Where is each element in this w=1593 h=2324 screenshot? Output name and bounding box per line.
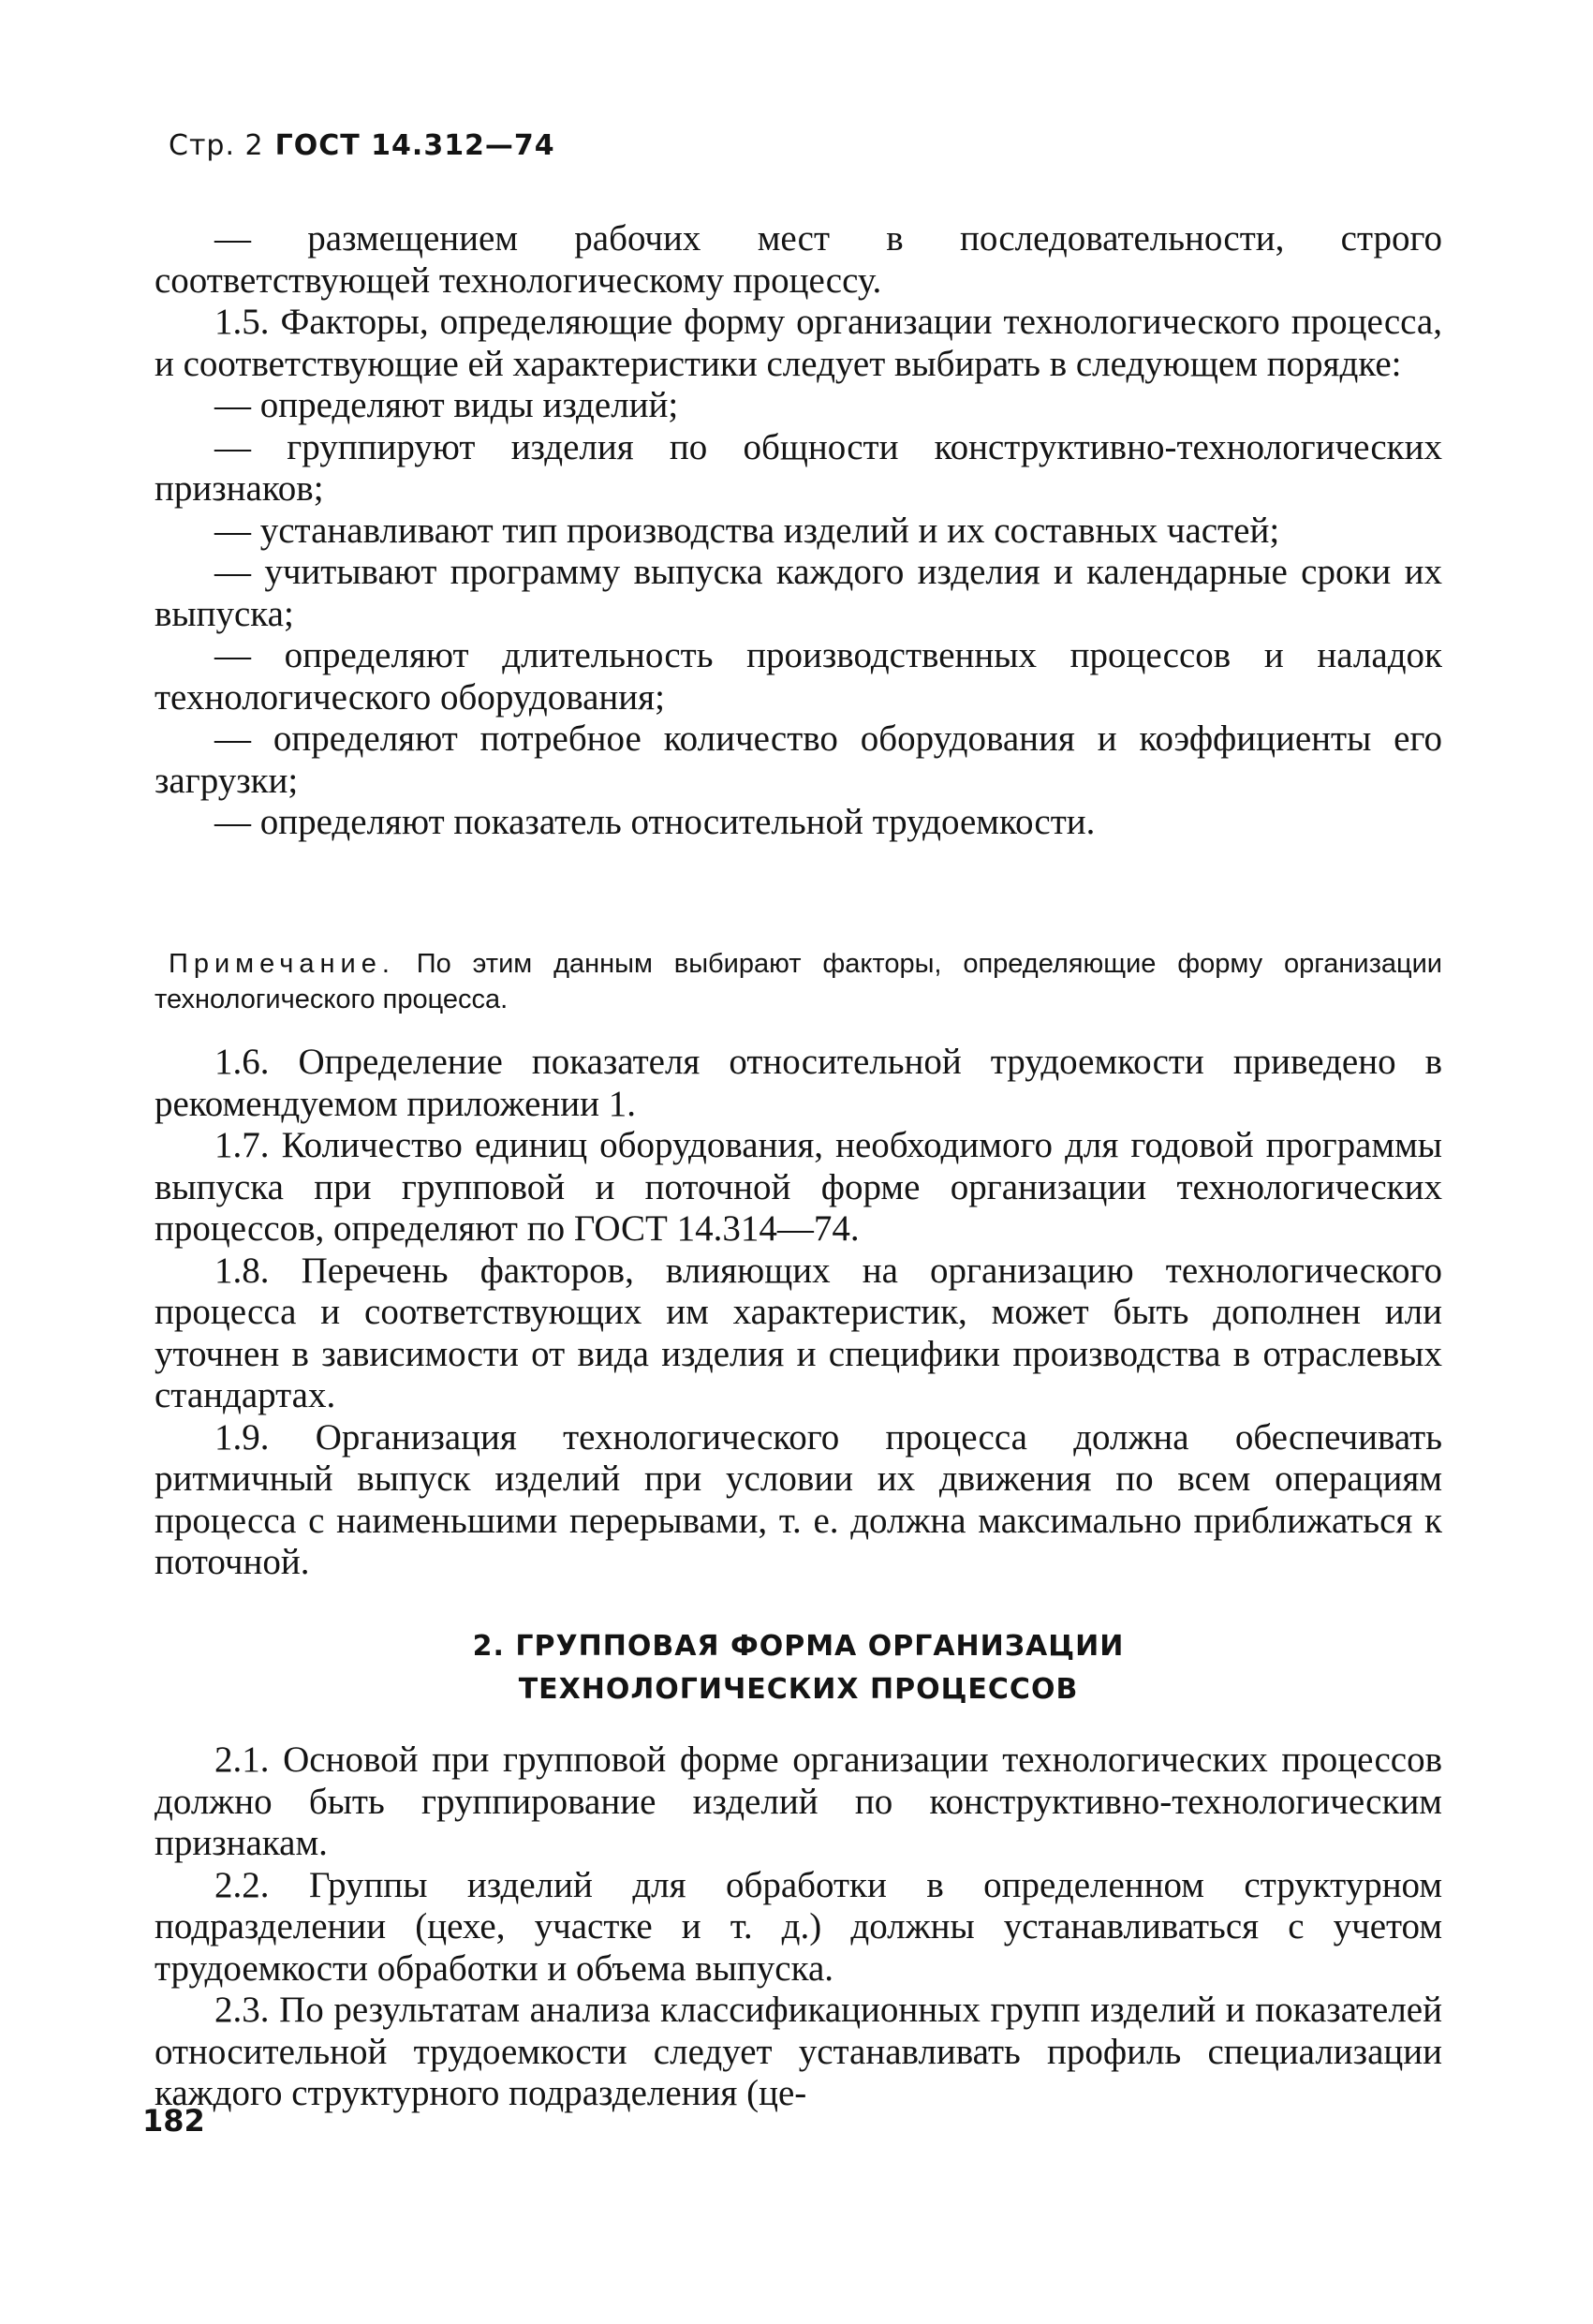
- paragraph-2-3: 2.3. По результатам анализа классификационных групп изделий и показателей относительной трудоемкости следует устанавливать профиль специализации каждого структурного подразделения (це-: [155, 1990, 1442, 2113]
- section-heading-line: ТЕХНОЛОГИЧЕСКИХ ПРОЦЕССОВ: [518, 1673, 1079, 1706]
- paragraph: 1.5. Факторы, определяющие форму организации технологического процесса, и соответствующие ей характеристики следует выбирать в следующем порядке:: [155, 302, 1442, 384]
- body-text-middle: [155, 1042, 1442, 1584]
- note-block: [155, 946, 1442, 1017]
- paragraph-2-1: 2.1. Основой при групповой форме организации технологических процессов должно быть группирование изделий по конструктивно-технологическим признакам.: [155, 1739, 1442, 1863]
- paragraph-2-2: 2.2. Группы изделий для обработки в определенном структурном подразделении (цехе, участке и т. д.) должны устанавливаться с учетом трудоемкости обработки и объема выпуска.: [155, 1864, 1442, 1989]
- paragraph-1-6: 1.6. Определение показателя относительной трудоемкости приведено в рекомендуемом приложении 1.: [155, 1042, 1442, 1124]
- paragraph-1-9: 1.9. Организация технологического процесса должна обеспечивать ритмичный выпуск изделий при условии их движения по всем операциям процесса с наименьшими перерывами, т. е. должна максимально приближаться к поточной.: [155, 1416, 1442, 1582]
- paragraph-1-7: 1.7. Количество единиц оборудования, необходимого для годовой программы выпуска при групповой и поточной форме организации технологических процессов, определяют по ГОСТ 14.314—74.: [155, 1125, 1442, 1249]
- standard-designation: ГОСТ 14.312—74: [274, 129, 555, 162]
- list-item: — устанавливают тип производства изделий и их составных частей;: [214, 510, 1280, 551]
- list-item: — определяют виды изделий;: [214, 385, 679, 425]
- note-label: Примечание.: [169, 949, 395, 979]
- section-heading-line: 2. ГРУППОВАЯ ФОРМА ОРГАНИЗАЦИИ: [472, 1630, 1125, 1663]
- page-header-prefix: Стр. 2: [169, 129, 264, 162]
- body-text-top: [155, 218, 1442, 844]
- page-header: [169, 129, 555, 162]
- body-text-bottom: [155, 1739, 1442, 2115]
- list-item: — группируют изделия по общности конструктивно-технологических признаков;: [155, 426, 1442, 509]
- list-item: — определяют потребное количество оборудования и коэффициенты его загрузки;: [155, 718, 1442, 801]
- section-heading: [155, 1625, 1442, 1711]
- list-item: — определяют длительность производственных процессов и наладок технологического оборудования;: [155, 635, 1442, 718]
- list-item: — определяют показатель относительной трудоемкости.: [214, 802, 1096, 842]
- paragraph: — размещением рабочих мест в последовательности, строго соответствующей технологическому процессу.: [155, 218, 1442, 301]
- paragraph-1-8: 1.8. Перечень факторов, влияющих на организацию технологического процесса и соответствующих им характеристик, может быть дополнен или уточнен в зависимости от вида изделия и специфики производства в отраслевых стандартах.: [155, 1250, 1442, 1415]
- note-text: По этим данным выбирают факторы, определяющие форму организации технологического процесса.: [155, 949, 1443, 1014]
- list-item: — учитывают программу выпуска каждого изделия и календарные сроки их выпуска;: [155, 552, 1442, 634]
- page-number: 182: [142, 2103, 205, 2139]
